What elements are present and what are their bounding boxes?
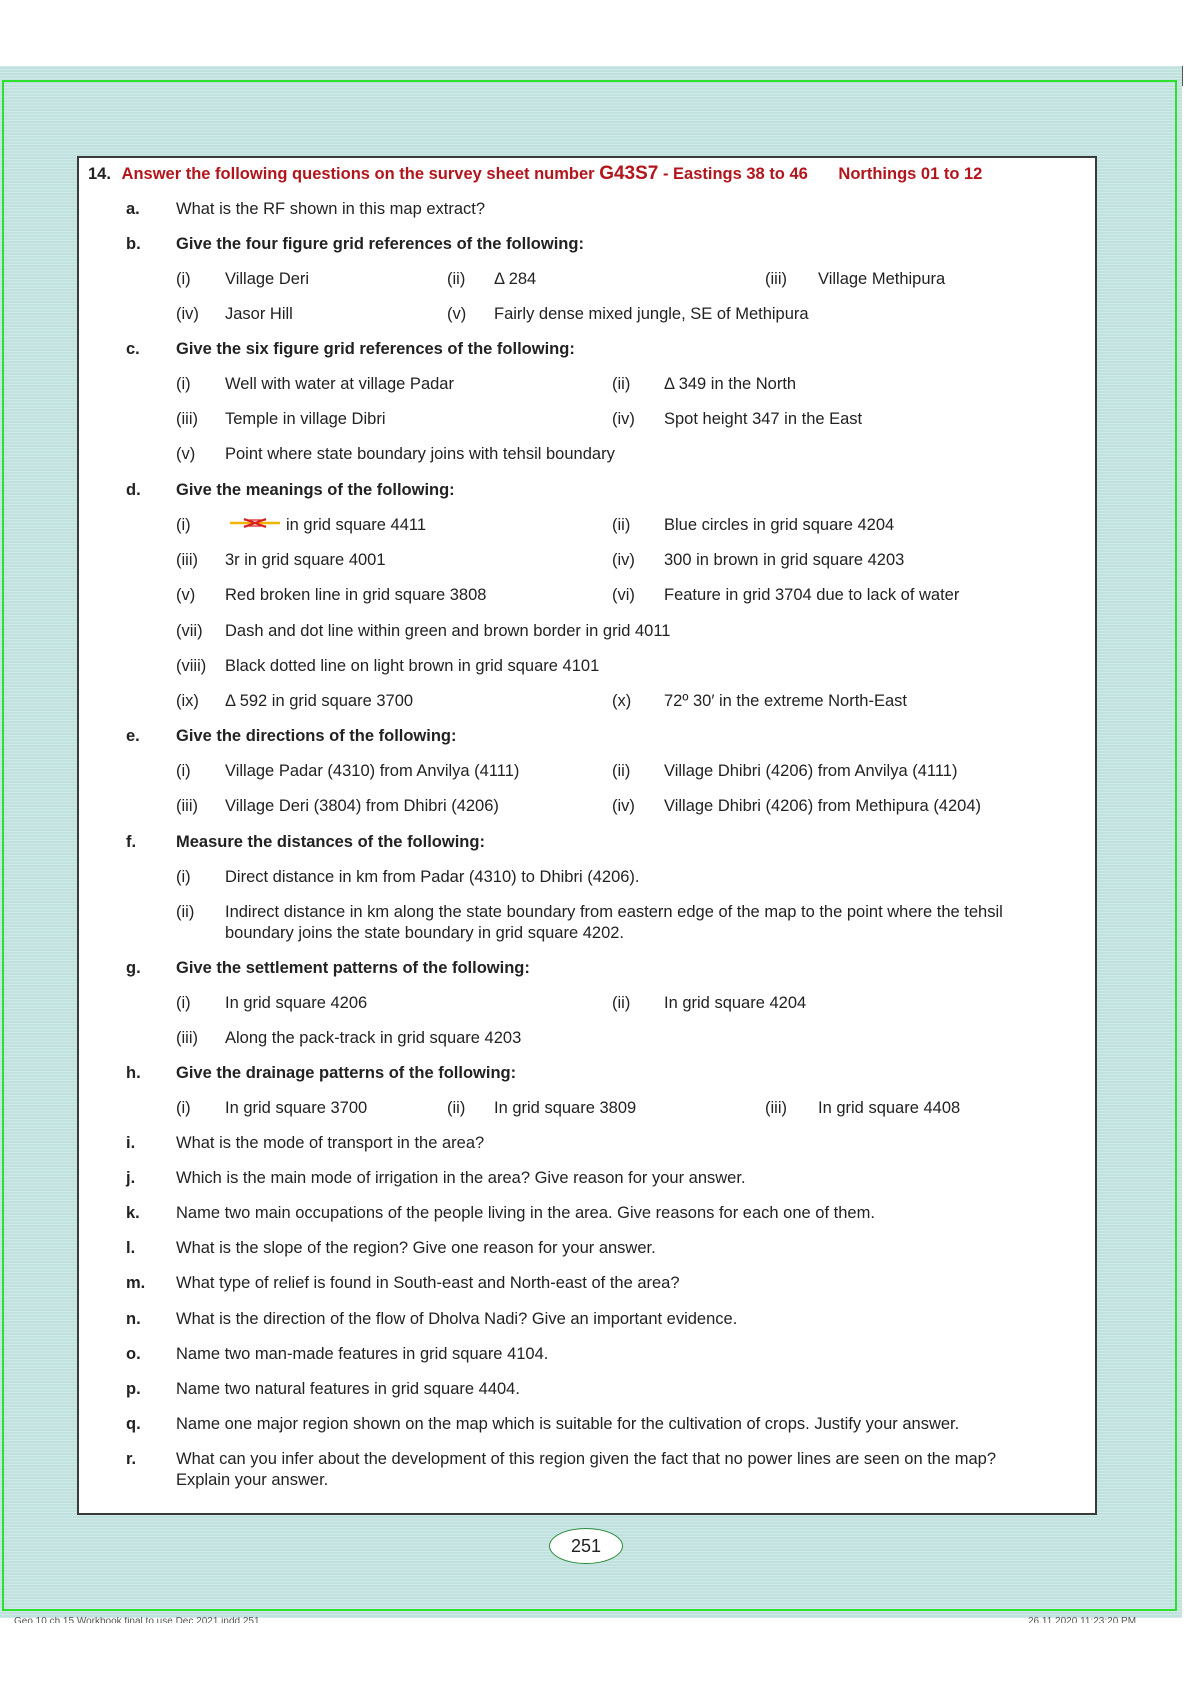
list-item: Δ 284 (494, 270, 537, 288)
list-item: In grid square 4204 (664, 994, 807, 1012)
footer-slug-right: 26.11.2020 11:23:20 PM (1028, 1617, 1137, 1623)
letter-o: o. (126, 1345, 141, 1363)
letter-d: d. (126, 481, 141, 499)
list-number: (ix) (176, 692, 199, 710)
list-item: Jasor Hill (225, 305, 293, 323)
question-a: What is the RF shown in this map extract? (176, 200, 486, 218)
question-b: Give the four figure grid references of the following: (176, 235, 584, 253)
sheet-number: G43S7 (599, 163, 659, 184)
list-item: In grid square 3809 (494, 1099, 637, 1117)
letter-q: q. (126, 1415, 141, 1433)
list-number: (i) (176, 994, 191, 1012)
page-number: 251 (549, 1528, 623, 1564)
question-m: What type of relief is found in South-east and North-east of the area? (176, 1274, 680, 1292)
list-number: (iii) (176, 551, 198, 569)
list-number: (vi) (612, 586, 635, 604)
list-number: (i) (176, 270, 191, 288)
northings-text: Northings 01 to 12 (838, 165, 983, 183)
list-number: (v) (447, 305, 467, 323)
letter-p: p. (126, 1380, 141, 1398)
question-l: What is the slope of the region? Give one reason for your answer. (176, 1239, 656, 1257)
list-number: (iii) (176, 797, 198, 815)
list-item: Village Padar (4310) from Anvilya (4111) (225, 762, 520, 780)
letter-k: k. (126, 1204, 140, 1222)
letter-n: n. (126, 1310, 141, 1328)
list-item: Village Deri (3804) from Dhibri (4206) (225, 797, 499, 815)
letter-g: g. (126, 959, 141, 977)
question-j: Which is the main mode of irrigation in the area? Give reason for your answer. (176, 1169, 746, 1187)
list-item-continued: boundary joins the state boundary in grid square 4202. (225, 924, 625, 942)
question-q: Name one major region shown on the map which is suitable for the cultivation of crops. Justify your answer. (176, 1415, 960, 1433)
letter-i: i. (126, 1134, 136, 1152)
letter-f: f. (126, 833, 137, 851)
list-number: (iii) (765, 270, 787, 288)
list-item: Indirect distance in km along the state boundary from eastern edge of the map to the point where the tehsil (225, 903, 1003, 921)
list-item: Dash and dot line within green and brown border in grid 4011 (225, 622, 671, 640)
list-item: In grid square 4408 (818, 1099, 961, 1117)
list-item: Village Methipura (818, 270, 946, 288)
crop-mark (1182, 66, 1183, 86)
list-item: in grid square 4411 (286, 516, 427, 534)
list-item-with-symbol (230, 515, 426, 536)
eastings-text: - Eastings 38 to 46 (658, 165, 808, 183)
question-k: Name two main occupations of the people living in the area. Give reasons for each one of them. (176, 1204, 875, 1222)
letter-a: a. (126, 200, 140, 218)
list-item: In grid square 3700 (225, 1099, 368, 1117)
list-number: (iii) (765, 1099, 787, 1117)
list-item: 3r in grid square 4001 (225, 551, 386, 569)
question-r-continued: Explain your answer. (176, 1471, 329, 1489)
list-item: Along the pack-track in grid square 4203 (225, 1029, 522, 1047)
list-number: (iv) (612, 410, 635, 428)
question-p: Name two natural features in grid square 4404. (176, 1380, 520, 1398)
list-item: Red broken line in grid square 3808 (225, 586, 487, 604)
question-i: What is the mode of transport in the area? (176, 1134, 485, 1152)
list-item: Temple in village Dibri (225, 410, 386, 428)
letter-b: b. (126, 235, 141, 253)
list-item: Village Dhibri (4206) from Anvilya (4111) (664, 762, 958, 780)
list-item: In grid square 4206 (225, 994, 368, 1012)
list-number: (i) (176, 516, 191, 534)
question-r: What can you infer about the development of this region given the fact that no power lines are seen on the map? (176, 1450, 997, 1468)
list-item: Village Dhibri (4206) from Methipura (4204) (664, 797, 982, 815)
list-number: (iv) (612, 551, 635, 569)
list-item: Village Deri (225, 270, 310, 288)
question-c: Give the six figure grid references of the following: (176, 340, 575, 358)
letter-r: r. (126, 1450, 137, 1468)
list-number: (iv) (612, 797, 635, 815)
letter-j: j. (126, 1169, 136, 1187)
list-item: 300 in brown in grid square 4203 (664, 551, 905, 569)
question-f: Measure the distances of the following: (176, 833, 485, 851)
footer-slug-left: Geo 10 ch 15 Workbook final to use Dec 2021.indd 251 (14, 1617, 260, 1623)
list-item: 72º 30′ in the extreme North-East (664, 692, 907, 710)
list-number: (i) (176, 762, 191, 780)
list-item: Well with water at village Padar (225, 375, 454, 393)
list-item: Blue circles in grid square 4204 (664, 516, 895, 534)
question-g: Give the settlement patterns of the following: (176, 959, 530, 977)
question-n: What is the direction of the flow of Dholva Nadi? Give an important evidence. (176, 1310, 738, 1328)
list-number: (ii) (612, 762, 631, 780)
list-number: (i) (176, 375, 191, 393)
list-number: (i) (176, 868, 191, 886)
question-e: Give the directions of the following: (176, 727, 457, 745)
list-item: Feature in grid 3704 due to lack of water (664, 586, 960, 604)
question-heading (88, 163, 982, 185)
heading-text: Answer the following questions on the survey sheet number (121, 165, 595, 183)
railway-bridge-icon (230, 515, 280, 536)
list-number: (i) (176, 1099, 191, 1117)
list-number: (iii) (176, 1029, 198, 1047)
question-number: 14. (88, 165, 111, 183)
question-o: Name two man-made features in grid square 4104. (176, 1345, 549, 1363)
question-h: Give the drainage patterns of the following: (176, 1064, 517, 1082)
list-number: (iv) (176, 305, 199, 323)
list-item: Direct distance in km from Padar (4310) to Dhibri (4206). (225, 868, 640, 886)
list-number: (ii) (447, 270, 466, 288)
letter-m: m. (126, 1274, 146, 1292)
letter-e: e. (126, 727, 140, 745)
list-number: (ii) (612, 994, 631, 1012)
question-d: Give the meanings of the following: (176, 481, 455, 499)
letter-h: h. (126, 1064, 141, 1082)
list-number: (iii) (176, 410, 198, 428)
list-number: (x) (612, 692, 632, 710)
list-number: (ii) (176, 903, 195, 921)
list-number: (ii) (612, 516, 631, 534)
list-number: (v) (176, 586, 196, 604)
list-item: Δ 592 in grid square 3700 (225, 692, 414, 710)
list-item: Spot height 347 in the East (664, 410, 863, 428)
list-number: (viii) (176, 657, 207, 675)
list-number: (ii) (612, 375, 631, 393)
list-item: Point where state boundary joins with tehsil boundary (225, 445, 615, 463)
letter-c: c. (126, 340, 140, 358)
list-number: (v) (176, 445, 196, 463)
list-item: Δ 349 in the North (664, 375, 797, 393)
list-number: (vii) (176, 622, 203, 640)
list-number: (ii) (447, 1099, 466, 1117)
list-item: Fairly dense mixed jungle, SE of Methipura (494, 305, 809, 323)
list-item: Black dotted line on light brown in grid square 4101 (225, 657, 600, 675)
letter-l: l. (126, 1239, 136, 1257)
